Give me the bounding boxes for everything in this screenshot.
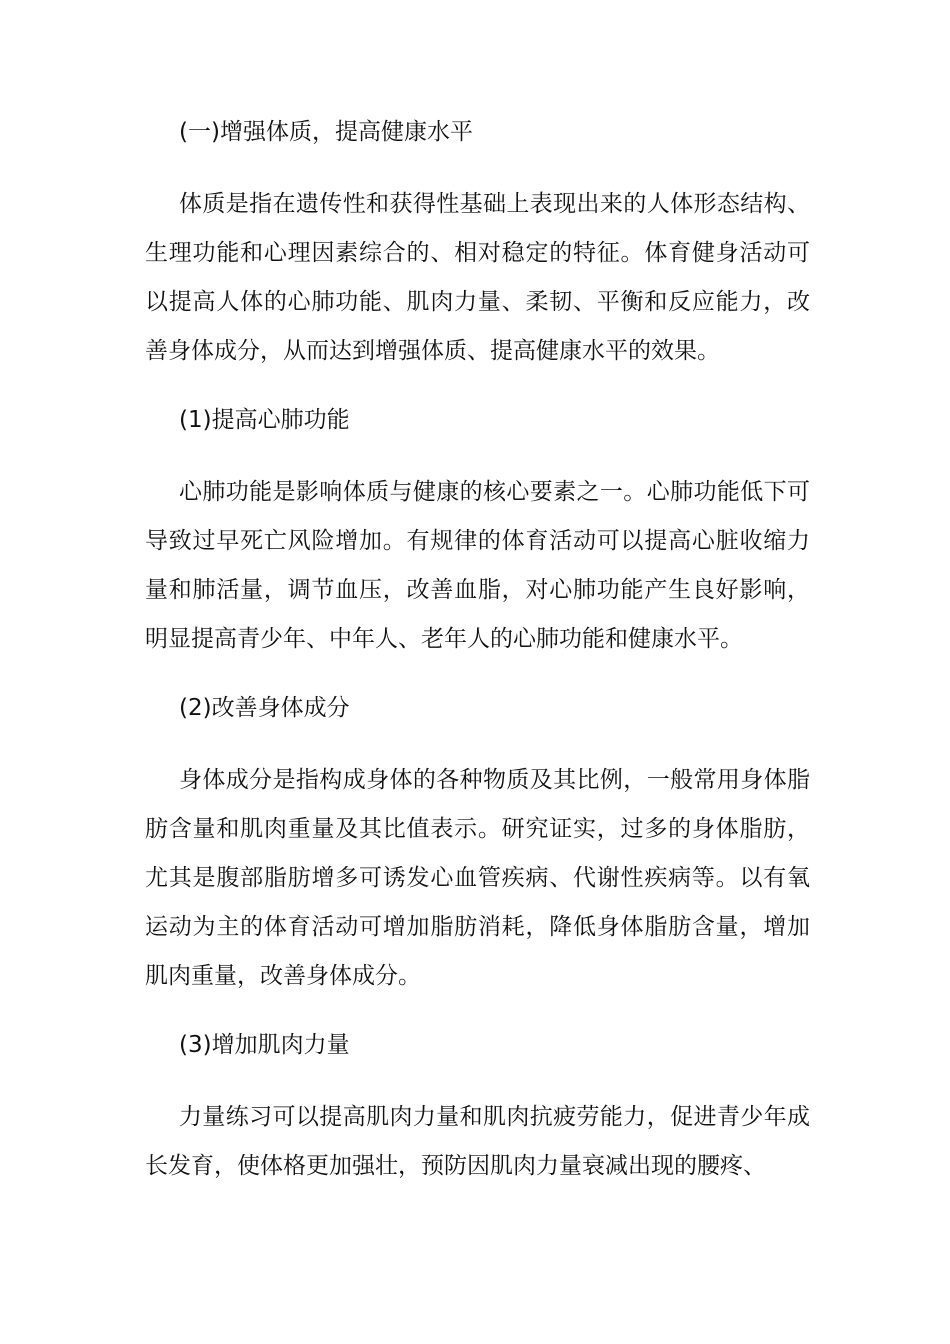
section-heading: (2)改善身体成分 bbox=[179, 695, 350, 721]
section-paragraph: 心肺功能是影响体质与健康的核心要素之一。心肺功能低下可导致过早死亡风险增加。有规律的体育活动可以提高心脏收缩力量和肺活量，调节血压，改善血脂，对心肺功能产生良好影响，明显提高青少年、中年人、老年人的心肺功能和健康水平。 bbox=[145, 479, 810, 652]
document-body bbox=[145, 112, 810, 1215]
section-heading: (1)提高心肺功能 bbox=[179, 407, 350, 433]
section-heading: (一)增强体质，提高健康水平 bbox=[179, 119, 473, 145]
section-paragraph: 体质是指在遗传性和获得性基础上表现出来的人体形态结构、生理功能和心理因素综合的、相对稳定的特征。体育健身活动可以提高人体的心肺功能、肌肉力量、柔韧、平衡和反应能力，改善身体成分，从而达到增强体质、提高健康水平的效果。 bbox=[145, 191, 810, 364]
section-heading: (3)增加肌肉力量 bbox=[179, 1032, 350, 1058]
section-paragraph: 身体成分是指构成身体的各种物质及其比例，一般常用身体脂肪含量和肌肉重量及其比值表示。研究证实，过多的身体脂肪，尤其是腹部脂肪增多可诱发心血管疾病、代谢性疾病等。以有氧运动为主的体育活动可增加脂肪消耗，降低身体脂肪含量，增加肌肉重量，改善身体成分。 bbox=[145, 767, 810, 989]
section-paragraph: 力量练习可以提高肌肉力量和肌肉抗疲劳能力，促进青少年成长发育，使体格更加强壮，预防因肌肉力量衰减出现的腰疼、 bbox=[145, 1104, 810, 1179]
